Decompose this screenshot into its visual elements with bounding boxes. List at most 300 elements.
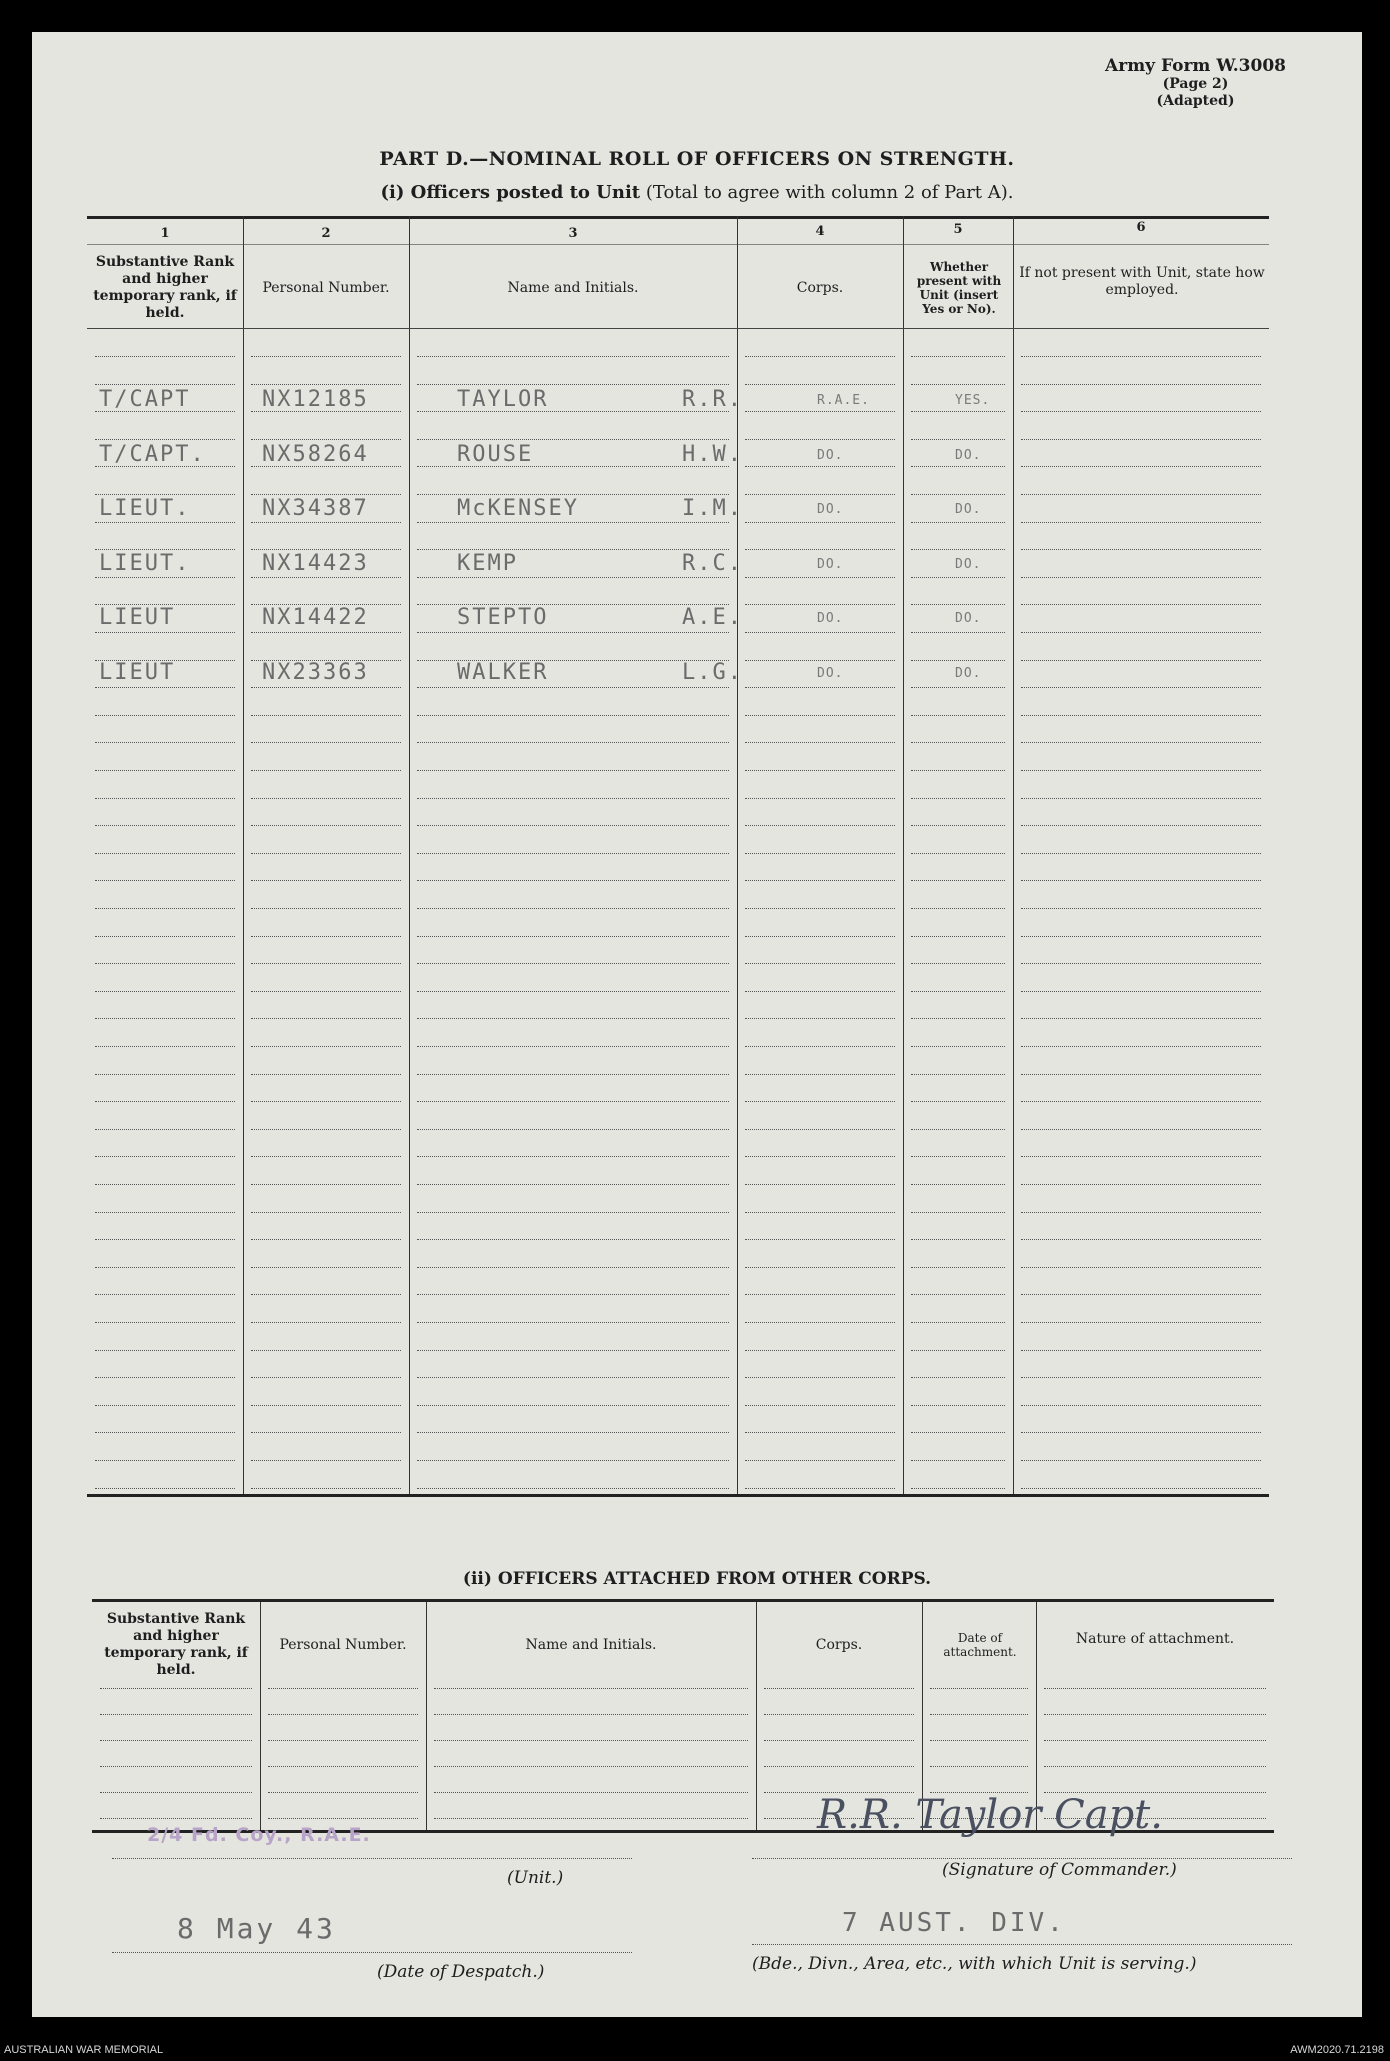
entry-corps: DO. [817, 502, 844, 517]
ruled-line [911, 356, 1005, 357]
ruled-line [95, 880, 235, 881]
table-bottom-rule [87, 1494, 1269, 1497]
col-number: 2 [321, 226, 331, 241]
ruled-line [95, 742, 235, 743]
ruled-line [745, 384, 895, 385]
ruled-line [745, 494, 895, 495]
ruled-line [764, 1740, 914, 1741]
date-label: (Date of Despatch.) [377, 1962, 545, 1982]
entry-name: TAYLOR [457, 387, 549, 412]
ruled-line [745, 1129, 895, 1130]
ruled-line [1021, 632, 1261, 633]
ruled-line [1021, 466, 1261, 467]
column-divider [1013, 216, 1014, 1494]
ruled-line [95, 687, 235, 688]
ruled-line [95, 1184, 235, 1185]
ruled-line [1021, 770, 1261, 771]
ruled-line [745, 1322, 895, 1323]
ruled-line [251, 715, 401, 716]
entry-present: DO. [955, 502, 982, 517]
ruled-line [417, 1156, 729, 1157]
ruled-line [251, 1405, 401, 1406]
ruled-line [911, 1267, 1005, 1268]
ruled-line [745, 715, 895, 716]
ruled-line [1021, 687, 1261, 688]
ruled-line [745, 908, 895, 909]
ruled-line [745, 825, 895, 826]
ruled-line [417, 632, 729, 633]
ruled-line [251, 1432, 401, 1433]
ruled-line [417, 549, 729, 550]
ruled-line [417, 1212, 729, 1213]
footer-archive: AUSTRALIAN WAR MEMORIAL [4, 2044, 164, 2056]
entry-corps: DO. [817, 666, 844, 681]
ruled-line [251, 1488, 401, 1489]
ruled-line [95, 853, 235, 854]
ruled-line [1044, 1714, 1266, 1715]
ruled-line [911, 1239, 1005, 1240]
ruled-line [745, 439, 895, 440]
ruled-line [417, 1074, 729, 1075]
ruled-line [764, 1714, 914, 1715]
entry-corps: R.A.E. [817, 393, 870, 408]
ruled-line [1021, 1322, 1261, 1323]
ruled-line [1021, 1460, 1261, 1461]
entry-number: NX23363 [262, 660, 369, 685]
ruled-line [1021, 1129, 1261, 1130]
division-label: (Bde., Divn., Area, etc., with which Unit is serving.) [752, 1954, 1197, 1974]
ruled-line [417, 1018, 729, 1019]
ruled-line [911, 1156, 1005, 1157]
ruled-line [911, 880, 1005, 881]
ruled-line [268, 1688, 418, 1689]
ruled-line [1021, 825, 1261, 826]
header-personal-number-2: Personal Number. [279, 1636, 407, 1653]
ruled-line [1021, 1350, 1261, 1351]
ruled-line [417, 1267, 729, 1268]
ruled-line [95, 494, 235, 495]
header-name-2: Name and Initials. [525, 1636, 657, 1653]
ruled-line [95, 1294, 235, 1295]
ruled-line [1021, 1239, 1261, 1240]
ruled-line [1021, 880, 1261, 881]
ruled-line [1021, 1074, 1261, 1075]
ruled-line [251, 356, 401, 357]
entry-rank: LIEUT [99, 605, 176, 630]
column-divider [243, 216, 244, 1494]
form-number-block [1105, 56, 1286, 110]
ruled-line [417, 439, 729, 440]
ruled-line [95, 1377, 235, 1378]
ruled-line [745, 466, 895, 467]
unit-label: (Unit.) [507, 1868, 564, 1888]
header-nature-attachment: Nature of attachment. [1075, 1630, 1235, 1647]
division-entry: 7 AUST. DIV. [842, 1908, 1066, 1938]
ruled-line [417, 1488, 729, 1489]
ruled-line [251, 632, 401, 633]
ruled-line [745, 632, 895, 633]
ruled-line [95, 1350, 235, 1351]
ruled-line [745, 770, 895, 771]
ruled-line [100, 1688, 252, 1689]
ruled-line [95, 1074, 235, 1075]
ruled-line [95, 1156, 235, 1157]
ruled-line [268, 1792, 418, 1793]
ruled-line [100, 1714, 252, 1715]
ruled-line [251, 963, 401, 964]
ruled-line [417, 494, 729, 495]
ruled-line [911, 770, 1005, 771]
ruled-line [1021, 1101, 1261, 1102]
ruled-line [911, 742, 1005, 743]
ruled-line [930, 1714, 1028, 1715]
ruled-line [417, 1046, 729, 1047]
ruled-line [100, 1740, 252, 1741]
col-number: 4 [815, 224, 825, 239]
entry-initials: I.M. [682, 496, 743, 521]
ruled-line [745, 1460, 895, 1461]
ruled-line [911, 1294, 1005, 1295]
ruled-line [911, 1018, 1005, 1019]
ruled-line [911, 494, 1005, 495]
ruled-line [417, 522, 729, 523]
ruled-line [1021, 1432, 1261, 1433]
ruled-line [745, 549, 895, 550]
ruled-line [745, 936, 895, 937]
table2-top-rule [92, 1599, 1274, 1602]
ruled-line [251, 991, 401, 992]
ruled-line [911, 632, 1005, 633]
ruled-line [911, 963, 1005, 964]
ruled-line [251, 936, 401, 937]
entry-initials: R.R. [682, 387, 743, 412]
ruled-line [417, 1239, 729, 1240]
ruled-line [911, 1377, 1005, 1378]
entry-initials: R.C. [682, 551, 743, 576]
ruled-line [417, 687, 729, 688]
ruled-line [1021, 660, 1261, 661]
ruled-line [930, 1740, 1028, 1741]
ruled-line [95, 522, 235, 523]
ruled-line [745, 1239, 895, 1240]
ruled-line [745, 1488, 895, 1489]
ruled-line [95, 825, 235, 826]
ruled-line [745, 963, 895, 964]
ruled-line [95, 632, 235, 633]
table-top-rule [87, 216, 1269, 219]
ruled-line [251, 1156, 401, 1157]
ruled-line [745, 1212, 895, 1213]
date-line [112, 1952, 632, 1953]
ruled-line [1021, 1377, 1261, 1378]
ruled-line [417, 798, 729, 799]
ruled-line [1021, 1212, 1261, 1213]
ruled-line [1021, 715, 1261, 716]
ruled-line [251, 798, 401, 799]
header-rank-2: Substantive Rank and higher temporary rank, if held. [104, 1611, 248, 1678]
ruled-line [745, 1101, 895, 1102]
ruled-line [1021, 494, 1261, 495]
ruled-line [745, 1294, 895, 1295]
entry-number: NX12185 [262, 387, 369, 412]
entry-rank: T/CAPT [99, 387, 191, 412]
col-number: 1 [160, 226, 170, 241]
entry-initials: L.G. [682, 660, 743, 685]
ruled-line [911, 687, 1005, 688]
header-how-employed: If not present with Unit, state how employed. [1019, 265, 1265, 298]
ruled-line [1021, 1488, 1261, 1489]
ruled-line [745, 577, 895, 578]
ruled-line [1021, 1405, 1261, 1406]
entry-number: NX34387 [262, 496, 369, 521]
ruled-line [417, 936, 729, 937]
ruled-line [1021, 411, 1261, 412]
ruled-line [911, 1488, 1005, 1489]
ruled-line [434, 1792, 748, 1793]
ruled-line [745, 742, 895, 743]
header-corps: Corps. [796, 279, 844, 296]
column-divider [756, 1602, 757, 1832]
ruled-line [911, 660, 1005, 661]
ruled-line [911, 466, 1005, 467]
ruled-line [251, 1322, 401, 1323]
ruled-line [95, 439, 235, 440]
ruled-line [251, 1460, 401, 1461]
ruled-line [1021, 936, 1261, 937]
ruled-line [95, 356, 235, 357]
ruled-line [434, 1688, 748, 1689]
entry-number: NX14423 [262, 551, 369, 576]
ruled-line [251, 522, 401, 523]
ruled-line [417, 770, 729, 771]
ruled-line [911, 991, 1005, 992]
ruled-line [251, 1184, 401, 1185]
ruled-line [95, 1405, 235, 1406]
form-adapted: (Adapted) [1156, 93, 1235, 109]
ruled-line [911, 1405, 1005, 1406]
ruled-line [1021, 798, 1261, 799]
unit-line [112, 1858, 632, 1859]
entry-name: STEPTO [457, 605, 549, 630]
ruled-line [251, 742, 401, 743]
signature-line [752, 1858, 1292, 1859]
entry-present: DO. [955, 611, 982, 626]
ruled-line [95, 908, 235, 909]
ruled-line [95, 936, 235, 937]
ruled-line [417, 1129, 729, 1130]
ruled-line [417, 880, 729, 881]
ruled-line [1021, 604, 1261, 605]
ruled-line [251, 1129, 401, 1130]
ruled-line [417, 963, 729, 964]
header-rank: Substantive Rank and higher temporary rank, if held. [93, 254, 237, 321]
col-number: 3 [568, 226, 578, 241]
entry-rank: LIEUT. [99, 551, 191, 576]
ruled-line [1021, 991, 1261, 992]
ruled-line [95, 1046, 235, 1047]
ruled-line [417, 1377, 729, 1378]
ruled-line [1021, 1294, 1261, 1295]
ruled-line [1021, 853, 1261, 854]
ruled-line [251, 1018, 401, 1019]
ruled-line [95, 1101, 235, 1102]
ruled-line [745, 798, 895, 799]
entry-corps: DO. [817, 448, 844, 463]
entry-name: KEMP [457, 551, 518, 576]
ruled-line [417, 384, 729, 385]
ruled-line [1044, 1740, 1266, 1741]
ruled-line [251, 1212, 401, 1213]
ruled-line [911, 798, 1005, 799]
entry-rank: LIEUT. [99, 496, 191, 521]
ruled-line [434, 1714, 748, 1715]
ruled-line [251, 1074, 401, 1075]
ruled-line [764, 1688, 914, 1689]
footer-reference: AWM2020.71.2198 [1290, 2044, 1384, 2056]
ruled-line [764, 1766, 914, 1767]
ruled-line [1021, 908, 1261, 909]
entry-number: NX58264 [262, 442, 369, 467]
entry-corps: DO. [817, 611, 844, 626]
page-subtitle [32, 182, 1362, 203]
ruled-line [745, 1432, 895, 1433]
ruled-line [1044, 1688, 1266, 1689]
entry-number: NX14422 [262, 605, 369, 630]
header-date-attachment: Date of attachment. [943, 1631, 1017, 1659]
ruled-line [930, 1688, 1028, 1689]
ruled-line [417, 1405, 729, 1406]
ruled-line [251, 770, 401, 771]
ruled-line [911, 825, 1005, 826]
ruled-line [251, 687, 401, 688]
ruled-line [1021, 356, 1261, 357]
ruled-line [95, 798, 235, 799]
ruled-line [745, 660, 895, 661]
ruled-line [417, 356, 729, 357]
ruled-line [745, 853, 895, 854]
ruled-line [100, 1818, 252, 1819]
ruled-line [95, 1432, 235, 1433]
ruled-line [95, 1239, 235, 1240]
entry-present: DO. [955, 666, 982, 681]
ruled-line [745, 1046, 895, 1047]
ruled-line [745, 1184, 895, 1185]
ruled-line [417, 908, 729, 909]
ruled-line [100, 1792, 252, 1793]
ruled-line [251, 853, 401, 854]
ruled-line [911, 1322, 1005, 1323]
header-corps-2: Corps. [815, 1636, 863, 1653]
ruled-line [911, 1101, 1005, 1102]
ruled-line [417, 1322, 729, 1323]
division-line [752, 1944, 1292, 1945]
header-present: Whether present with Unit (insert Yes or No). [916, 260, 1002, 316]
ruled-line [911, 1460, 1005, 1461]
ruled-line [95, 1322, 235, 1323]
header-bottom-rule [87, 328, 1269, 329]
ruled-line [417, 991, 729, 992]
ruled-line [417, 742, 729, 743]
ruled-line [1021, 1018, 1261, 1019]
ruled-line [745, 1267, 895, 1268]
entry-present: YES. [955, 393, 991, 408]
ruled-line [95, 770, 235, 771]
entry-corps: DO. [817, 557, 844, 572]
ruled-line [1021, 1267, 1261, 1268]
ruled-line [745, 522, 895, 523]
ruled-line [95, 1018, 235, 1019]
ruled-line [95, 384, 235, 385]
ruled-line [1044, 1766, 1266, 1767]
ruled-line [417, 853, 729, 854]
despatch-date: 8 May 43 [177, 1912, 336, 1945]
entry-name: McKENSEY [457, 496, 579, 521]
ruled-line [95, 991, 235, 992]
ruled-line [251, 1350, 401, 1351]
ruled-line [911, 1212, 1005, 1213]
column-divider [903, 216, 904, 1494]
ruled-line [268, 1766, 418, 1767]
ruled-line [417, 577, 729, 578]
ruled-line [251, 549, 401, 550]
ruled-line [745, 411, 895, 412]
ruled-line [911, 604, 1005, 605]
header-personal-number: Personal Number. [262, 279, 390, 296]
ruled-line [1021, 1184, 1261, 1185]
ruled-line [745, 991, 895, 992]
ruled-line [911, 936, 1005, 937]
ruled-line [911, 549, 1005, 550]
ruled-line [95, 715, 235, 716]
ruled-line [1021, 742, 1261, 743]
entry-name: ROUSE [457, 442, 534, 467]
ruled-line [251, 384, 401, 385]
ruled-line [251, 1377, 401, 1378]
page-title: PART D.—NOMINAL ROLL OF OFFICERS ON STRENGTH. [379, 148, 1015, 170]
entry-initials: A.E. [682, 605, 743, 630]
header-number-rule [87, 244, 1269, 245]
ruled-line [417, 1350, 729, 1351]
ruled-line [1021, 963, 1261, 964]
ruled-line [417, 1432, 729, 1433]
form-number: Army Form W.3008 [1105, 56, 1286, 76]
entry-present: DO. [955, 448, 982, 463]
col-number: 6 [1136, 220, 1146, 235]
ruled-line [745, 687, 895, 688]
ruled-line [1021, 1046, 1261, 1047]
signature-label: (Signature of Commander.) [942, 1860, 1177, 1880]
header-name: Name and Initials. [507, 279, 639, 296]
ruled-line [911, 522, 1005, 523]
ruled-line [911, 384, 1005, 385]
entry-name: WALKER [457, 660, 549, 685]
ruled-line [911, 853, 1005, 854]
ruled-line [911, 411, 1005, 412]
entry-present: DO. [955, 557, 982, 572]
ruled-line [434, 1818, 748, 1819]
ruled-line [911, 577, 1005, 578]
ruled-line [745, 1018, 895, 1019]
ruled-line [930, 1766, 1028, 1767]
ruled-line [268, 1714, 418, 1715]
ruled-line [251, 494, 401, 495]
col-number: 5 [953, 222, 963, 237]
ruled-line [434, 1766, 748, 1767]
ruled-line [95, 1129, 235, 1130]
ruled-line [251, 1046, 401, 1047]
entry-rank: T/CAPT. [99, 442, 206, 467]
ruled-line [745, 1350, 895, 1351]
